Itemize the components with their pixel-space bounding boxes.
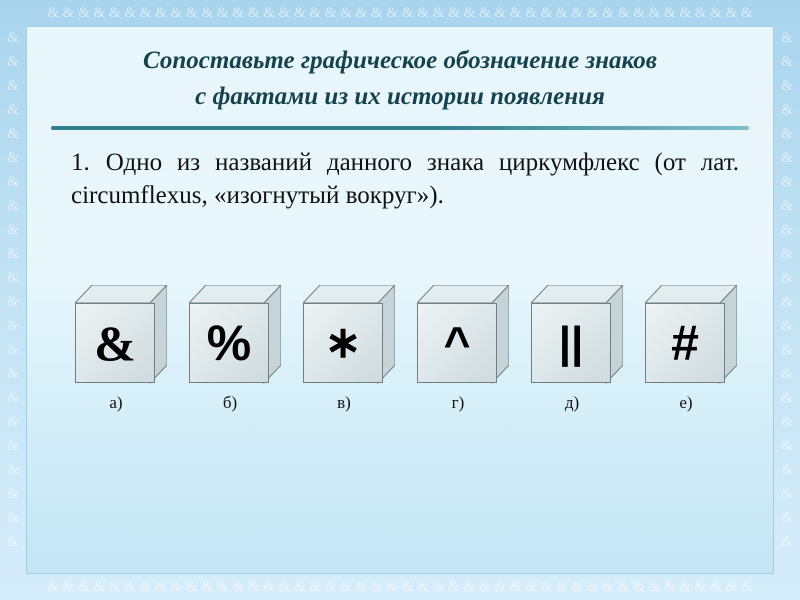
option-label: е): [679, 393, 693, 412]
page-title-line-1: Сопоставьте графическое обозначение знаков: [143, 47, 657, 74]
decorative-border-bottom: & & & & & & & & & & & & & & & & & & & & & & & & & & & & & & & & & & & & & & & & & & & & & &: [47, 579, 753, 595]
page-title-line-2: с фактами из их истории появления: [195, 83, 605, 111]
page-title: [27, 27, 773, 116]
question-body: Одно из названий данного знака циркумфлекс (от лат. circumflexus, «изогнутый вокруг»).: [71, 148, 739, 209]
symbol-glyph: ||: [558, 318, 584, 367]
cube-shape[interactable]: [645, 285, 727, 385]
symbol-glyph: ∗: [324, 318, 362, 367]
option-cube[interactable]: [70, 285, 162, 413]
question-number: 1.: [71, 148, 90, 176]
symbol-glyph: &: [94, 315, 136, 371]
cube-front-face: [189, 303, 269, 383]
cube-front-face: [75, 303, 155, 383]
cube-shape[interactable]: [75, 285, 157, 385]
cube-front-face: [531, 303, 611, 383]
option-label: а): [109, 393, 123, 412]
cube-shape[interactable]: [417, 285, 499, 385]
option-label: г): [451, 393, 465, 412]
option-label: б): [222, 393, 238, 412]
option-label: в): [337, 393, 351, 412]
cube-shape[interactable]: [189, 285, 271, 385]
symbol-glyph: %: [206, 315, 252, 371]
cube-shape[interactable]: [303, 285, 385, 385]
cube-front-face: [645, 303, 725, 383]
options-row: [27, 285, 775, 413]
cube-front-face: [303, 303, 383, 383]
symbol-glyph: ^: [443, 317, 471, 369]
question-text: [27, 130, 773, 212]
option-cube[interactable]: [298, 285, 390, 413]
option-cube[interactable]: [412, 285, 504, 413]
content-panel: [26, 26, 774, 574]
option-cube[interactable]: [640, 285, 732, 413]
symbol-glyph: #: [671, 315, 699, 371]
option-cube[interactable]: [184, 285, 276, 413]
decorative-border-left: & & & & & & & & & & & & & & & & & & & & & &: [7, 30, 19, 550]
cube-shape[interactable]: [531, 285, 613, 385]
option-cube[interactable]: [526, 285, 618, 413]
option-label: д): [564, 393, 580, 412]
cube-front-face: [417, 303, 497, 383]
decorative-border-top: & & & & & & & & & & & & & & & & & & & & & & & & & & & & & & & & & & & & & & & & & & & & & &: [47, 5, 753, 21]
decorative-border-right: & & & & & & & & & & & & & & & & & & & & & &: [781, 30, 793, 550]
